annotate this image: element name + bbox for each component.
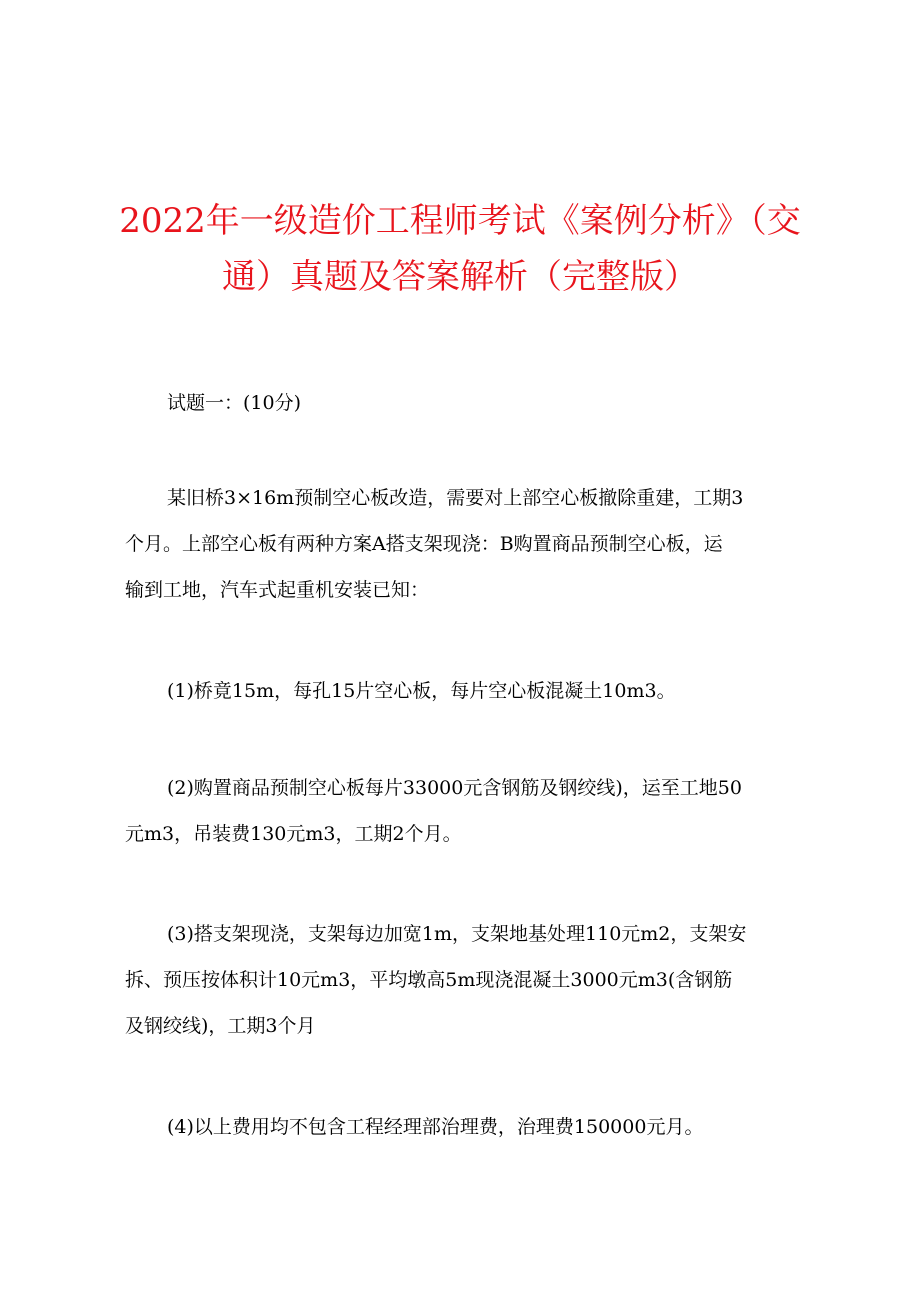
paragraph-line: 元m3，吊装费130元m3，工期2个月。: [125, 823, 462, 845]
paragraph-line: 拆、预压按体积计10元m3，平均墩高5m现浇混凝土3000元m3(含钢筋: [125, 969, 733, 991]
condition-item-3: [125, 911, 805, 1049]
question-intro-paragraph: [125, 475, 805, 613]
paragraph-line: 输到工地，汽车式起重机安装已知：: [125, 579, 430, 601]
paragraph-line: (4)以上费用均不包含工程经理部治理费，治理费150000元月。: [167, 1116, 704, 1138]
document-title: [110, 193, 810, 305]
title-line: 2022年一级造价工程师考试《案例分析》（交: [119, 201, 801, 241]
paragraph-line: 及钢绞线)，工期3个月: [125, 1015, 316, 1037]
condition-item-1: [125, 668, 805, 714]
paragraph-line: (3)搭支架现浇，支架每边加宽1m，支架地基处理110元m2，支架安: [167, 923, 747, 945]
condition-item-2: [125, 765, 805, 857]
condition-item-4: [125, 1104, 805, 1150]
paragraph-line: (2)购置商品预制空心板每片33000元含钢筋及钢绞线)，运至工地50: [167, 777, 742, 799]
paragraph-line: 某旧桥3×16m预制空心板改造，需要对上部空心板撤除重建，工期3: [167, 487, 744, 509]
question-heading: [125, 380, 805, 426]
paragraph-line: 个月。上部空心板有两种方案A搭支架现浇：B购置商品预制空心板，运: [125, 533, 723, 555]
question-heading-text: 试题一：(10分): [167, 392, 302, 414]
paragraph-line: (1)桥竟15m，每孔15片空心板，每片空心板混凝土10m3。: [167, 680, 676, 702]
title-line: 通）真题及答案解析（完整版）: [222, 257, 698, 297]
